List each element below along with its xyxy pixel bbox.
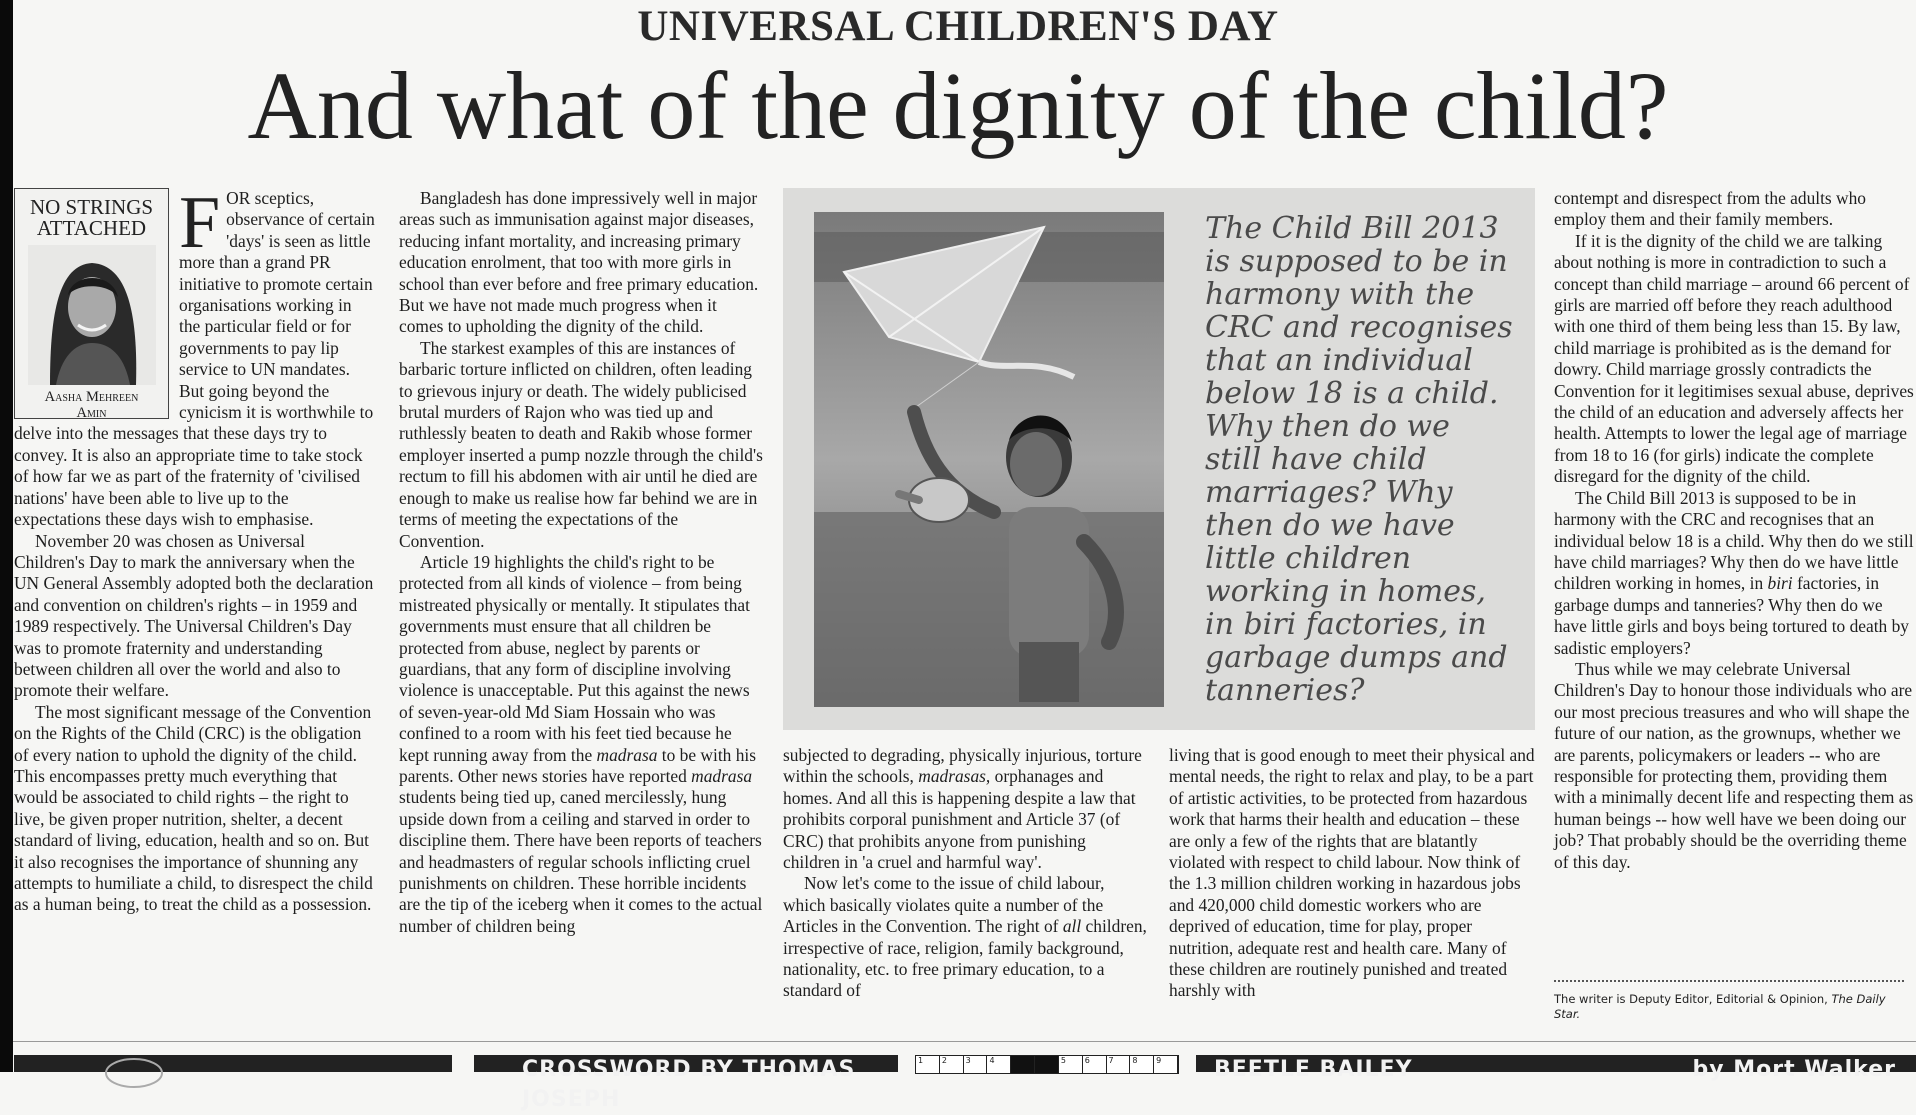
col5-para-0: contempt and disrespect from the adults who employ them and their family members. bbox=[1554, 188, 1866, 230]
grid-cell: 6 bbox=[1083, 1056, 1107, 1073]
grid-cell: 9 bbox=[1154, 1056, 1178, 1073]
author-name bbox=[15, 389, 168, 421]
col2-para-3-italic-1: madrasa bbox=[596, 744, 658, 765]
comic-title: BEETLE BAILEY bbox=[1214, 1057, 1413, 1082]
col4-para-1: living that is good enough to meet their physical and mental needs, the right to relax and play, to be a part of artistic activities, to be protected from hazardous work that harms their health and education – these are only a few of the rights that are blatantly violated with respect to child labour. Now think of the 1.3 million children working in hazardous jobs and 420,000 child domestic workers who are deprived of education, time for play, proper nutrition, adequate rest and health care. Many of these children are routinely punished and treated harshly with bbox=[1169, 745, 1535, 1001]
col1-para-1: OR sceptics, observance of certain 'days' is seen as little more than a grand PR initiative to promote certain organisations working in the particular field or for governments to pay lip service to UN mandates. But going beyond the cynicism it is worthwhile to delve into the messages that these days try to convey. It is also an appropriate time to take stock of how far we as part of the fraternity of 'civilised nations' have been able to live up to the expectations these days wish to emphasise. bbox=[14, 188, 375, 530]
column-5 bbox=[1554, 188, 1916, 974]
grid-cell: 5 bbox=[1059, 1056, 1083, 1073]
col5-para-2-italic: biri bbox=[1767, 573, 1793, 594]
column-name bbox=[15, 197, 168, 239]
col5-para-2 bbox=[1554, 488, 1916, 659]
col5-para-3: Thus while we may celebrate Universal Children's Day to honour those individuals who are our most precious treasures and who will shape the future of our nation, as the grownups, whether we are parents, policymakers or leaders -- who are responsible for protecting them, providing them with a minimally decent life and respecting them as human beings -- how well have we been doing our job? That probably should be the overriding theme of this day. bbox=[1554, 658, 1914, 872]
col3-para-2-italic: all bbox=[1062, 916, 1082, 937]
grid-cell: 4 bbox=[987, 1056, 1011, 1073]
footnote-divider bbox=[1554, 980, 1904, 982]
col2-para-3-italic-2: madrasa bbox=[691, 765, 753, 786]
kicker: UNIVERSAL CHILDREN'S DAY bbox=[637, 3, 1279, 50]
col2-para-1: Bangladesh has done impressively well in major areas such as immunisation against major diseases, reducing infant mortality, and increasing primary education enrolment, that too with more girls in school than ever before and free primary education. But we have not made much progress when it comes to upholding the dignity of the child. bbox=[399, 188, 759, 337]
author-line2: Amin bbox=[76, 405, 107, 421]
grid-cell-black bbox=[1011, 1056, 1035, 1073]
col3-para-1-italic: madrasas, bbox=[918, 766, 991, 787]
comic-author: by Mort Walker bbox=[1692, 1057, 1896, 1082]
col3-para-1-b: orphanages and homes. And all this is happening despite a law that prohibits corporal punishment and Article 37 (of CRC) that prohibits anyone from punishing children in 'a cruel and harmful way'. bbox=[783, 766, 1136, 873]
col2-para-3-a: Article 19 highlights the child's right to be protected from all kinds of violence – from being mistreated physically or mentally. It stipulates that governments must ensure that all children be protected from abuse, neglect by parents or guardians, that any form of discipline involving violence is unacceptable. Put this against the news of seven-year-old Md Siam Hossain who was confined to a room with his feet tied because he kept running away from the bbox=[399, 551, 750, 765]
ad-strip-left bbox=[14, 1055, 452, 1072]
kite-boy-photo bbox=[814, 212, 1164, 707]
col3-para-2-a: Now let's come to the issue of child labour, which basically violates quite a number of the Articles in the Convention. The right of bbox=[783, 873, 1105, 937]
footnote-text: The writer is Deputy Editor, Editorial & Opinion, bbox=[1554, 992, 1828, 1006]
col2-para-2: The starkest examples of this are instances of barbaric torture inflicted on children, often leading to grievous injury or death. The widely publicised brutal murders of Rajon who was tied up and ruthlessly beaten to death and Rakib whose former employer inserted a pump nozzle through the child's rectum to fill his abdomen with air until he died are enough to make us realise how far behind we are in terms of meeting the expectations of the Convention. bbox=[399, 337, 763, 551]
col5-para-2-b: factories, in garbage dumps and tanneries? Why then do we have little girls and boys being tortured to death by sadistic employers? bbox=[1554, 573, 1909, 658]
col3-para-1 bbox=[783, 745, 1147, 873]
column-1 bbox=[14, 182, 376, 1028]
col3-para-1-a: subjected to degrading, physically injurious, torture within the schools, bbox=[783, 745, 1142, 787]
col1-para-3: The most significant message of the Convention on the Rights of the Child (CRC) is the obligation of every nation to uphold the dignity of the child. This encompasses pretty much everything that would be associated to child rights – the right to live, be given proper nutrition, shelter, a decent standard of living, education, health and so on. But it also recognises the importance of shunning any attempts to humiliate a child, to disrespect the child as a human being, to treat the child as a possession. bbox=[14, 701, 373, 915]
col3-para-2-b: children, irrespective of race, religion, family background, nationality, etc. to free primary education, to a standard of bbox=[783, 916, 1147, 1001]
comic-title-row bbox=[1196, 1055, 1916, 1085]
column-name-line2: ATTACHED bbox=[36, 216, 147, 240]
footnote-publication: The Daily Star. bbox=[1554, 992, 1886, 1021]
crossword-grid bbox=[915, 1055, 1179, 1074]
pull-quote: The Child Bill 2013 is supposed to be in harmony with the CRC and recognises that an individual below 18 is a child. Why then do we still have child marriages? Why then do we have little children working in homes, in biri factories, in garbage dumps and tanneries? bbox=[1205, 211, 1513, 708]
column-name-line1: NO STRINGS bbox=[29, 195, 154, 219]
grid-cell: 7 bbox=[1107, 1056, 1131, 1073]
column-2 bbox=[399, 188, 763, 1028]
crossword-title: CROSSWORD BY THOMAS JOSEPH bbox=[522, 1057, 856, 1112]
col3-para-2 bbox=[783, 873, 1147, 1001]
grid-cell: 1 bbox=[916, 1056, 940, 1073]
bottom-divider bbox=[13, 1041, 1916, 1042]
byline-box bbox=[14, 188, 169, 419]
grid-cell: 3 bbox=[964, 1056, 988, 1073]
column-3 bbox=[783, 745, 1147, 1030]
comic-header bbox=[1196, 1055, 1916, 1082]
col5-para-1: If it is the dignity of the child we are talking about nothing is more in contradiction to such a concept than child marriage – around 66 percent of girls are married off before they reach adulthood with one third of them being less than 15. By law, child marriage is prohibited as is the demand for dowry. Child marriage grossly contradicts the Convention for it legitimises sexual abuse, deprives the child of an education and adversely affects her health. Attempts to lower the legal age of marriage from 18 to 16 (for girls) indicate the complete disregard for the dignity of the child. bbox=[1554, 230, 1914, 487]
grid-cell: 2 bbox=[940, 1056, 964, 1073]
grid-cell: 8 bbox=[1130, 1056, 1154, 1073]
col5-para-2-a: The Child Bill 2013 is supposed to be in harmony with the CRC and recognises that an individual below 18 is a child. Why then do we still have child marriages? Why then do we have little children working in homes, in bbox=[1554, 487, 1914, 594]
drop-cap: F bbox=[179, 182, 221, 264]
crossword-header bbox=[474, 1055, 898, 1112]
globe-icon bbox=[94, 1055, 174, 1072]
grid-cell-black bbox=[1035, 1056, 1059, 1073]
column-4 bbox=[1169, 745, 1535, 1030]
col2-para-3-c: students being tied up, caned mercilessly, hung upside down from a ceiling and starved in order to discipline them. There have been reports of teachers and headmasters of regular schools inflicting cruel punishments on children. These horrible incidents are the tip of the iceberg when it comes to the actual number of children being bbox=[399, 787, 763, 936]
col2-para-3-b: to be with his parents. Other news stories have reported bbox=[399, 744, 756, 786]
left-page-edge bbox=[0, 0, 13, 1072]
author-footnote bbox=[1554, 992, 1909, 1022]
author-line1: Aasha Mehreen bbox=[44, 389, 139, 405]
col1-para-2: November 20 was chosen as Universal Children's Day to mark the anniversary when the UN General Assembly adopted both the declaration and convention on children's rights – in 1959 and 1989 respectively. The Universal Children's Day was to promote fraternity and understanding between children all over the world and also to promote their welfare. bbox=[14, 530, 374, 701]
author-portrait bbox=[28, 245, 156, 385]
headline: And what of the dignity of the child? bbox=[247, 52, 1669, 159]
col2-para-3 bbox=[399, 552, 763, 937]
